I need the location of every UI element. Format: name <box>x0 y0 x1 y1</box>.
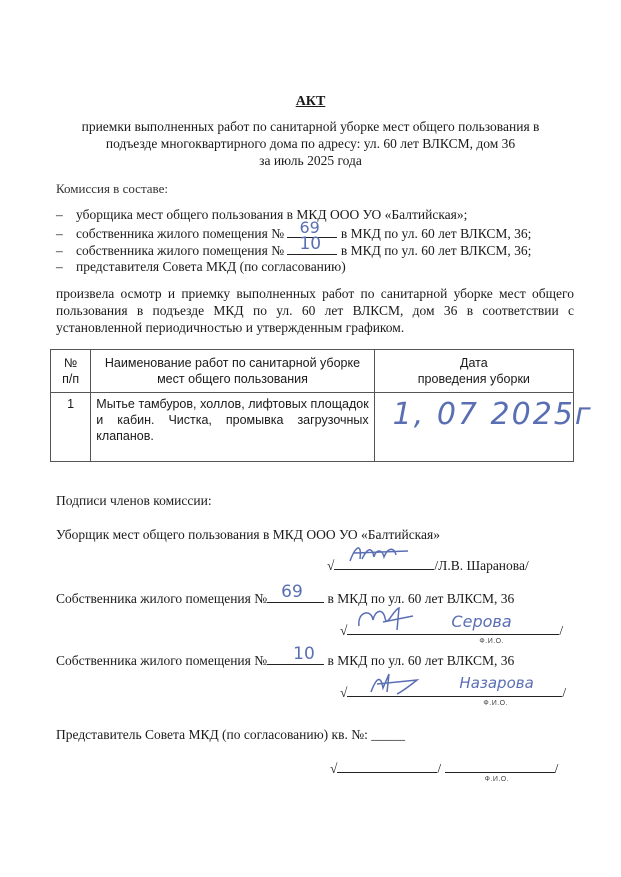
check-mark: √ <box>340 623 348 638</box>
subtitle-line-2: подъезде многоквартирного дома по адресу: ул. 60 лет ВЛКСМ, дом 36 <box>105 136 516 151</box>
header-number-line-1: № <box>63 356 78 370</box>
council-label: Представитель Совета МКД (по согласованию) кв. №: _____ <box>56 727 405 742</box>
owner-1-signature-line <box>340 612 564 645</box>
member-text: представителя Совета МКД (по согласованию) <box>76 259 346 274</box>
owner-1-line <box>56 582 515 607</box>
works-table <box>50 349 593 462</box>
header-date-line-1: Дата <box>459 356 488 370</box>
member-item-cleaner <box>56 207 467 223</box>
fio-field <box>439 612 559 645</box>
header-date-line-2: проведения уборки <box>417 372 530 386</box>
apartment-number-field <box>267 644 324 665</box>
header-number <box>51 350 91 393</box>
signature-field <box>347 684 447 697</box>
table-row <box>51 393 574 462</box>
owner-2-signature-line <box>340 674 567 707</box>
handwritten-signature-icon <box>353 604 423 634</box>
council-signature-line <box>330 760 559 783</box>
list-dash: – <box>56 226 63 241</box>
slash: / <box>437 761 442 776</box>
handwritten-apartment-number: 69 <box>281 582 303 602</box>
owner-label: Собственника жилого помещения № <box>56 591 268 606</box>
check-mark: √ <box>330 761 338 776</box>
document-title: АКТ <box>295 94 326 109</box>
fio-field <box>447 674 562 707</box>
owner-label: Собственника жилого помещения № <box>56 653 268 668</box>
member-text: уборщика мест общего пользования в МКД ООО УО «Балтийская»; <box>76 207 468 222</box>
apartment-number-field <box>267 582 324 603</box>
row-number: 1 <box>51 393 91 462</box>
header-work-name-line-1: Наименование работ по санитарной уборке <box>104 356 361 370</box>
list-dash: – <box>56 243 63 258</box>
handwritten-signature-icon <box>346 541 416 569</box>
check-mark: √ <box>327 558 335 573</box>
check-mark: √ <box>340 685 348 700</box>
header-number-line-2: п/п <box>62 372 80 386</box>
slash: / <box>562 685 567 700</box>
owner-2-line <box>56 644 515 669</box>
signature-field <box>347 622 439 635</box>
slash: / <box>559 623 564 638</box>
signature-field <box>334 557 434 570</box>
member-text-tail: в МКД по ул. 60 лет ВЛКСМ, 36; <box>340 226 532 241</box>
handwritten-name: Назарова <box>459 674 534 692</box>
member-item-owner-2 <box>56 234 532 259</box>
member-item-council <box>56 259 346 275</box>
table-header-row <box>51 350 574 393</box>
subtitle-line-3: за июль 2025 года <box>259 153 362 168</box>
member-item-owner-1 <box>56 218 532 242</box>
slash-end: / <box>554 761 559 776</box>
fio-caption: Ф.И.О. <box>479 638 505 645</box>
cleaner-signature-line <box>327 557 529 574</box>
owner-address: в МКД по ул. 60 лет ВЛКСМ, 36 <box>327 653 515 668</box>
list-dash: – <box>56 207 63 222</box>
fio-caption: Ф.И.О. <box>483 700 509 707</box>
handwritten-name: Серова <box>451 612 512 631</box>
cleaner-name: /Л.В. Шаранова/ <box>434 558 529 573</box>
fio-field <box>445 760 555 783</box>
handwritten-apartment-number: 10 <box>293 644 315 664</box>
apartment-number-field <box>287 234 337 255</box>
header-work-name <box>91 350 374 393</box>
owner-address: в МКД по ул. 60 лет ВЛКСМ, 36 <box>327 591 515 606</box>
row-work-name: Мытье тамбуров, холлов, лифтовых площадок и кабин. Чистка, промывка загрузочных клапанов. <box>91 393 374 462</box>
signatures-heading: Подписи членов комиссии: <box>56 493 212 508</box>
fio-caption: Ф.И.О. <box>484 776 510 783</box>
header-work-name-line-2: мест общего пользования <box>157 372 308 386</box>
signature-field <box>337 760 437 773</box>
list-dash: – <box>56 259 63 274</box>
row-date-cell <box>374 393 593 462</box>
member-text-tail: в МКД по ул. 60 лет ВЛКСМ, 36; <box>340 243 532 258</box>
header-date <box>374 350 573 393</box>
handwritten-signature-icon <box>367 670 437 698</box>
member-text: собственника жилого помещения № <box>76 243 285 258</box>
handwritten-apartment-number: 10 <box>299 234 322 254</box>
handwritten-apartment-number: 69 <box>299 218 320 237</box>
intro-paragraph: произвела осмотр и приемку выполненных работ по санитарной уборке мест общего пользования в подъезде МКД по ул. 60 лет ВЛКСМ, дом 36 в соответствии с установленной периодичностью и утвержденным графиком. <box>56 286 574 335</box>
subtitle-line-1: приемки выполненных работ по санитарной уборке мест общего пользования в <box>81 119 540 134</box>
cleaner-label: Уборщик мест общего пользования в МКД ООО УО «Балтийская» <box>56 527 440 542</box>
handwritten-date: 1, 07 2025г <box>392 397 593 432</box>
member-text: собственника жилого помещения № <box>76 226 285 241</box>
commission-label: Комиссия в составе: <box>56 181 168 196</box>
